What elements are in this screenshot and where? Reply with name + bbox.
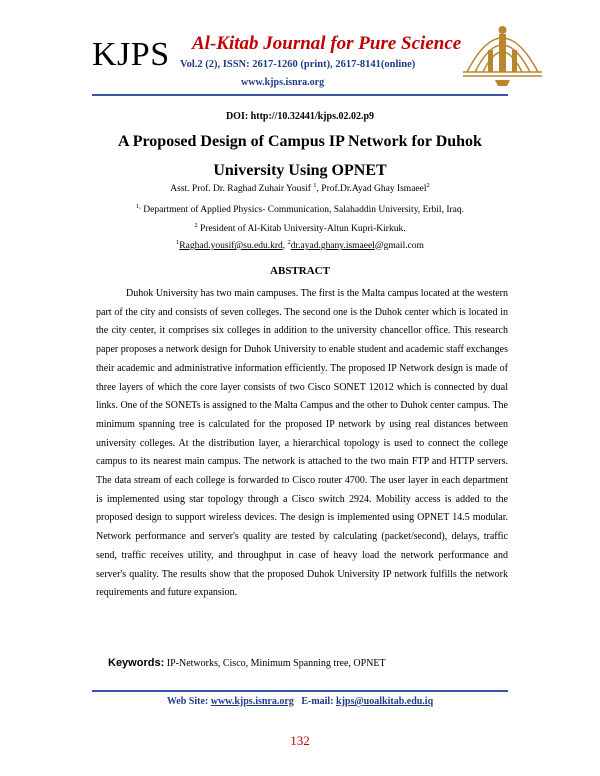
footer-divider xyxy=(92,690,508,692)
page-number: 132 xyxy=(290,733,310,748)
aff-2-sup: 2 xyxy=(194,221,198,229)
affiliation-1 xyxy=(0,202,600,215)
email-2-sup: 2 xyxy=(287,238,291,246)
author-emails: $^1$Raghad.yousif@su.edu.krd, $^2$dr.ayad.ghany.ismaeel@gmail.com xyxy=(176,238,424,251)
email-1-link[interactable]: Raghad.yousif@su.edu.krd xyxy=(179,241,283,251)
journal-acronym: KJPS xyxy=(92,36,170,73)
email-2-link[interactable]: dr.ayad.ghany.ismaeel xyxy=(290,241,375,251)
aff-1-text: Department of Applied Physics- Communication, Salahaddin University, Erbil, Iraq. xyxy=(140,205,464,215)
keywords-text: IP-Networks, Cisco, Minimum Spanning tree, OPNET xyxy=(164,658,386,669)
affiliation-2 xyxy=(0,221,600,234)
author-2-sup: 2 xyxy=(426,181,430,189)
doi-line[interactable]: DOI: http://10.32441/kjps.02.02.p9 xyxy=(225,111,375,122)
author-1: Asst. Prof. Dr. Raghad Zuhair Yousif xyxy=(170,184,314,194)
email-2-domain: @gmail.com xyxy=(374,241,424,251)
keywords-line xyxy=(108,657,386,669)
footer-email-link[interactable]: kjps@uoalkitab.edu.iq xyxy=(336,696,434,707)
title-line-2: University Using OPNET xyxy=(213,162,387,179)
journal-name: Al-Kitab Journal for Pure Science xyxy=(192,33,462,54)
header-website[interactable]: www.kjps.isnra.org xyxy=(241,77,325,88)
page-footer xyxy=(0,696,600,707)
author-line xyxy=(0,181,600,194)
university-seal-icon xyxy=(455,10,550,90)
aff-1-sup: 1, xyxy=(136,202,141,210)
author-1-sup: 1 xyxy=(313,181,317,189)
email-1-sup: 1 xyxy=(176,238,180,246)
abstract-heading: ABSTRACT xyxy=(270,265,330,277)
title-line-1: A Proposed Design of Campus IP Network for Duhok xyxy=(118,133,482,150)
abstract-body: Duhok University has two main campuses. The first is the Malta campus located at the western part of the city and consists of seven colleges. The second one is the Duhok center which is located in the city center, it comprises six colleges in addition to the university chancellor office. This research paper proposes a network design for Duhok University to enable student and academic staff exchanges their academic and administrative information efficiently. The proposed IP Network design is made of three layers of which the core layer consists of two Cisco SONET 12012 which is connected by dual links. One of the SONETs is assigned to the Malta Campus and the other to Duhok center campus. The minimum spanning tree is calculated for the proposed IP network by using real distances between university colleges. At the distribution layer, a hierarchical topology is used to connect the college campus to its nearest main campus. The network is attached to the two main FTP and HTTP servers. The data stream of each college is forwarded to Cisco router 4700. The user layer in each department is implemented using star topology through a Cisco switch 2924. Mobility access is added to the proposed design to support wireless devices. The design is implemented using OPNET 14.5 modular. Network performance and server's quality are tested by calculating (packet/second), delays, traffic send, traffic receives utility, and throughput in case of heavy load the network performance and server's quality. The results show that the proposed Duhok University IP network fulfills the network requirements and future expansion. xyxy=(96,288,508,599)
footer-web-link[interactable]: www.kjps.isnra.org xyxy=(210,696,294,707)
paper-title xyxy=(110,127,490,185)
keywords-label: Keywords: xyxy=(108,657,165,669)
header-divider xyxy=(92,94,508,96)
author-2: , Prof.Dr.Ayad Ghay Ismaeel xyxy=(316,184,427,194)
footer-email-label: E-mail: xyxy=(301,696,337,707)
footer-web-label: Web Site: xyxy=(166,696,211,707)
journal-header xyxy=(0,0,600,100)
aff-2-text: President of Al-Kitab University-Altun Kupri-Kirkuk. xyxy=(197,224,406,234)
issn-line: Vol.2 (2), ISSN: 2617-1260 (print), 2617-8141(online) xyxy=(180,59,416,70)
